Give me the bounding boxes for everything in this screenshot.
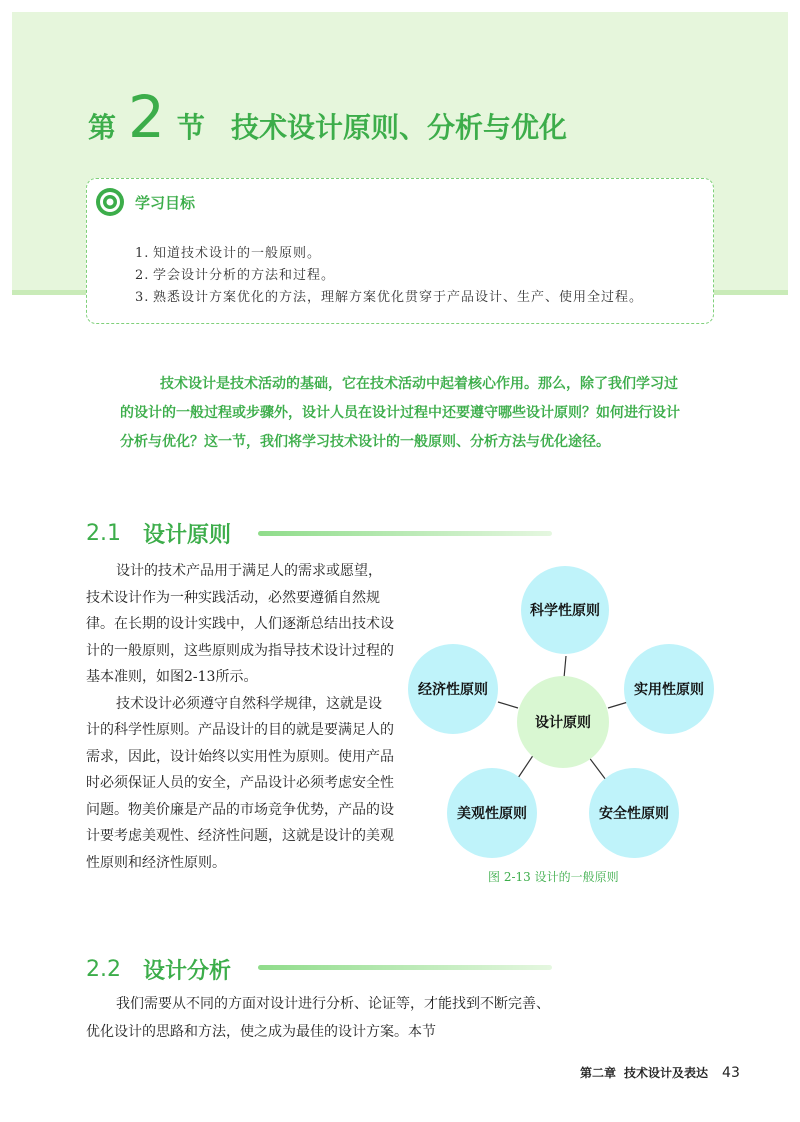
section-heading-2-2 [86,954,231,985]
goals-list [135,243,643,309]
principle-node-science: 科学性原则 [521,566,609,654]
figure-caption: 图 2-13 设计的一般原则 [488,870,619,884]
connector-line [608,702,628,708]
principle-node-practical: 实用性原则 [624,644,714,734]
target-icon [95,187,125,217]
goal-text: 熟悉设计方案优化的方法，理解方案优化贯穿于产品设计、生产、使用全过程。 [153,290,644,305]
list-item [135,287,643,309]
section-heading-number: 2.1 [86,521,121,546]
connector-line [588,756,606,780]
section-heading-text: 设计分析 [143,959,232,984]
list-item [135,265,643,287]
footer-chapter: 第二章 [580,1066,617,1080]
section-2-body [86,990,556,1046]
goal-text: 知道技术设计的一般原则。 [153,246,322,261]
section-number: 2 [128,83,165,151]
goals-title: 学习目标 [135,194,196,212]
connector-line [498,702,518,708]
footer-chapter-title: 技术设计及表达 [624,1066,709,1080]
section-1-body [86,558,394,876]
goal-number: 3. [135,290,150,305]
page-title [88,83,567,151]
title-prefix: 第 [88,111,117,144]
paragraph: 设计的技术产品用于满足人的需求或愿望，技术设计作为一种实践活动，必然要遵循自然规律。在长期的设计实践中，人们逐渐总结出技术设计的一般原则，这些原则成为指导技术设计过程的基本准则，如图2-13所示。 [86,563,394,685]
section-heading-number: 2.2 [86,957,121,982]
goal-text: 学会设计分析的方法和过程。 [153,268,336,283]
principle-node-safety: 安全性原则 [589,768,679,858]
list-item [135,243,643,265]
page-footer [580,1064,740,1081]
section-rule [258,965,552,970]
connector-line [518,754,534,778]
principle-node-economic: 经济性原则 [408,644,498,734]
principle-node-aesthetic: 美观性原则 [447,768,537,858]
goal-number: 2. [135,268,150,283]
title-text: 技术设计原则、分析与优化 [230,111,567,144]
title-suffix: 节 [176,111,205,144]
section-heading-text: 设计原则 [143,523,232,548]
intro-paragraph: 技术设计是技术活动的基础，它在技术活动中起着核心作用。那么，除了我们学习过的设计的一般过程或步骤外，设计人员在设计过程中还要遵守哪些设计原则？如何进行设计分析与优化？这一节，我们将学习技术设计的一般原则、分析方法与优化途径。 [120,376,680,450]
paragraph: 我们需要从不同的方面对设计进行分析、论证等，才能找到不断完善、优化设计的思路和方法，使之成为最佳的设计方案。本节 [86,996,550,1040]
goal-number: 1. [135,246,150,261]
paragraph: 技术设计必须遵守自然科学规律，这就是设计的科学性原则。产品设计的目的就是要满足人的需求，因此，设计始终以实用性为原则。使用产品时必须保证人员的安全，产品设计必须考虑安全性问题。物美价廉是产品的市场竞争优势，产品的设计要考虑美观性、经济性问题，这就是设计的美观性原则和经济性原则。 [86,695,394,871]
principle-node-center: 设计原则 [517,676,609,768]
section-heading-2-1 [86,518,231,549]
design-principles-diagram [400,560,740,890]
section-rule [258,531,552,536]
page-number: 43 [722,1065,740,1081]
learning-goals-box [86,178,714,324]
connector-line [564,656,566,678]
